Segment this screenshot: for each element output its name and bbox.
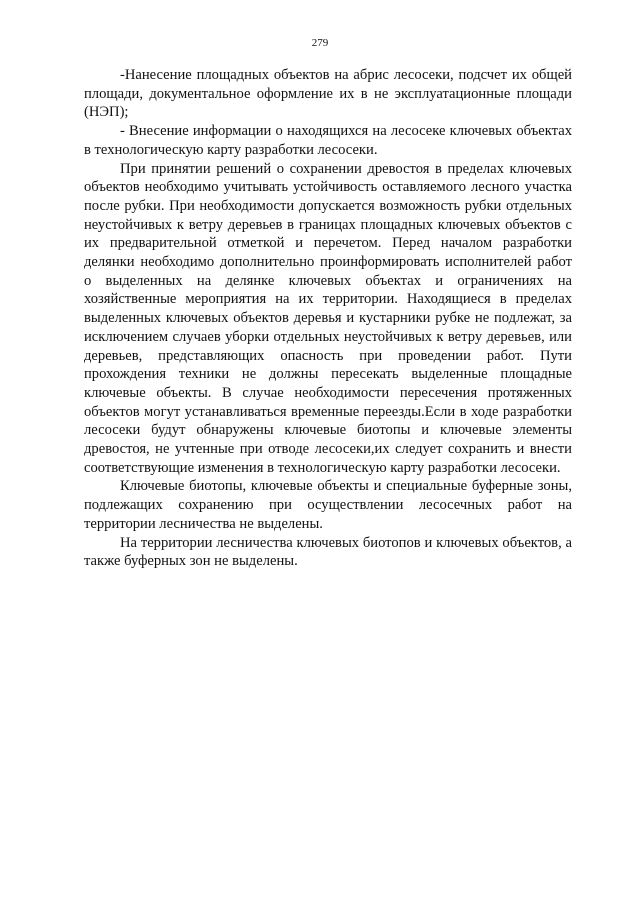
paragraph-nep-marking: -Нанесение площадных объектов на абрис лесосеки, подсчет их общей площади, документальное оформление их в не эксплуатационные площади (НЭП);	[84, 67, 572, 121]
paragraph-key-objects-info: - Внесение информации о находящихся на лесосеке ключевых объектах в технологическую карту разработки лесосеки.	[84, 123, 572, 158]
body-text	[84, 66, 572, 571]
paragraph-buffer-zones: Ключевые биотопы, ключевые объекты и специальные буферные зоны, подлежащих сохранению при осуществлении лесосечных работ на территории лесничества не выделены.	[84, 478, 572, 532]
page-number: 279	[311, 37, 329, 49]
paragraph-forestry-conclusion: На территории лесничества ключевых биотопов и ключевых объектов, а также буферных зон не выделены.	[84, 534, 572, 570]
paragraph-decision-rules: При принятии решений о сохранении древостоя в пределах ключевых объектов необходимо учитывать устойчивость оставляемого лесного участка после рубки. При необходимости допускается возможность рубки отдельных неустойчивых к ветру деревьев в границах площадных ключевых объектов с их предварительной отметкой и перечетом. Перед началом разработки делянки необходимо дополнительно проинформировать исполнителей работ о выделенных на делянке ключевых объектах и ограничениях на хозяйственные мероприятия на их территории. Находящиеся в пределах выделенных ключевых объектов деревья и кустарники рубке не подлежат, за исключением случаев уборки отдельных неустойчивых к ветру деревьев, или деревьев, представляющих опасность при проведении работ. Пути прохождения техники не должны пересекать выделенные площадные ключевые объекты. В случае необходимости пересечения протяженных объектов могут устанавливаться временные переезды.Если в ходе разработки лесосеки будут обнаружены ключевые биотопы и ключевые элементы древостоя, не учтенные при отводе лесосеки,их следует сохранить и внести соответствующие изменения в технологическую карту разработки лесосеки.	[84, 160, 572, 476]
